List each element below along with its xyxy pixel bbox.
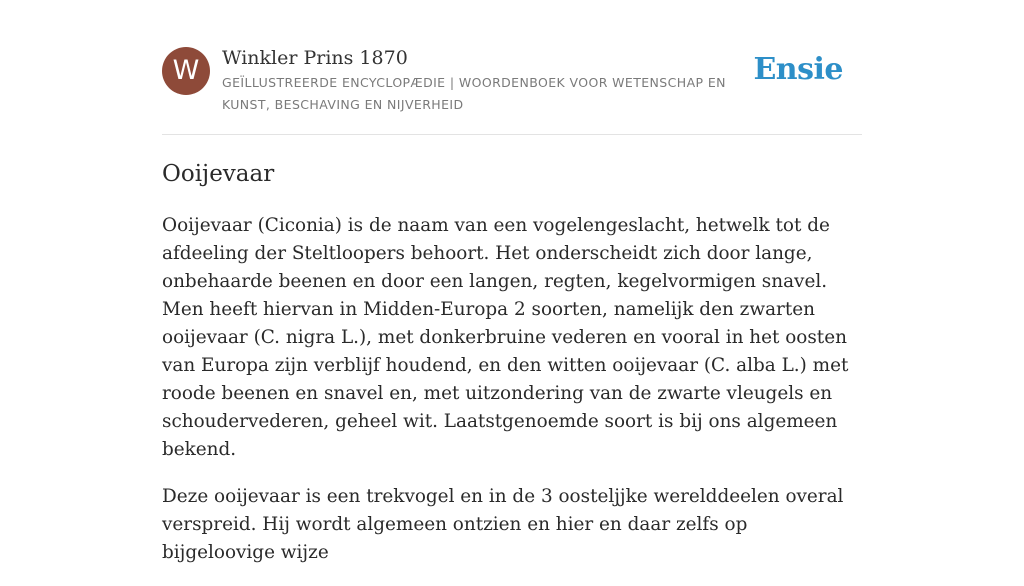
source-avatar[interactable]: W [162, 47, 210, 95]
source-subtitle: GEÏLLUSTREERDE ENCYCLOPÆDIE | WOORDENBOEK VOOR WETENSCHAP EN KUNST, BESCHAVING EN NIJVERHEID [222, 75, 726, 112]
source-title[interactable]: Winkler Prins 1870 [222, 47, 408, 69]
page [162, 0, 862, 563]
ensie-logo[interactable]: Ensie [753, 52, 843, 87]
article-paragraph-1: Ooijevaar (Ciconia) is de naam van een vogelengeslacht, hetwelk tot de afdeeling der Steltloopers behoort. Het onderscheidt zich door lange, onbehaarde beenen en door een langen, regten, kegelvormigen snavel. Men heeft hiervan in Midden-Europa 2 soorten, namelijk den zwarten ooijevaar (C. nigra L.), met donkerbruine vederen en vooral in het oosten van Europa zijn verblijf houdend, en den witten ooijevaar (C. alba L.) met roode beenen en snavel en, met uitzondering van de zwarte vleugels en schoudervederen, geheel wit. Laatstgenoemde soort is bij ons algemeen bekend. [162, 215, 849, 460]
article-body [162, 212, 866, 586]
article-paragraph-2: Deze ooijevaar is een trekvogel en in de 3 oosteljjke werelddeelen overal verspreid. Hij wordt algemeen ontzien en hier en daar zelfs op bijgeloovige wijze [162, 486, 844, 563]
article-title: Ooijevaar [162, 161, 275, 187]
header [162, 0, 862, 135]
